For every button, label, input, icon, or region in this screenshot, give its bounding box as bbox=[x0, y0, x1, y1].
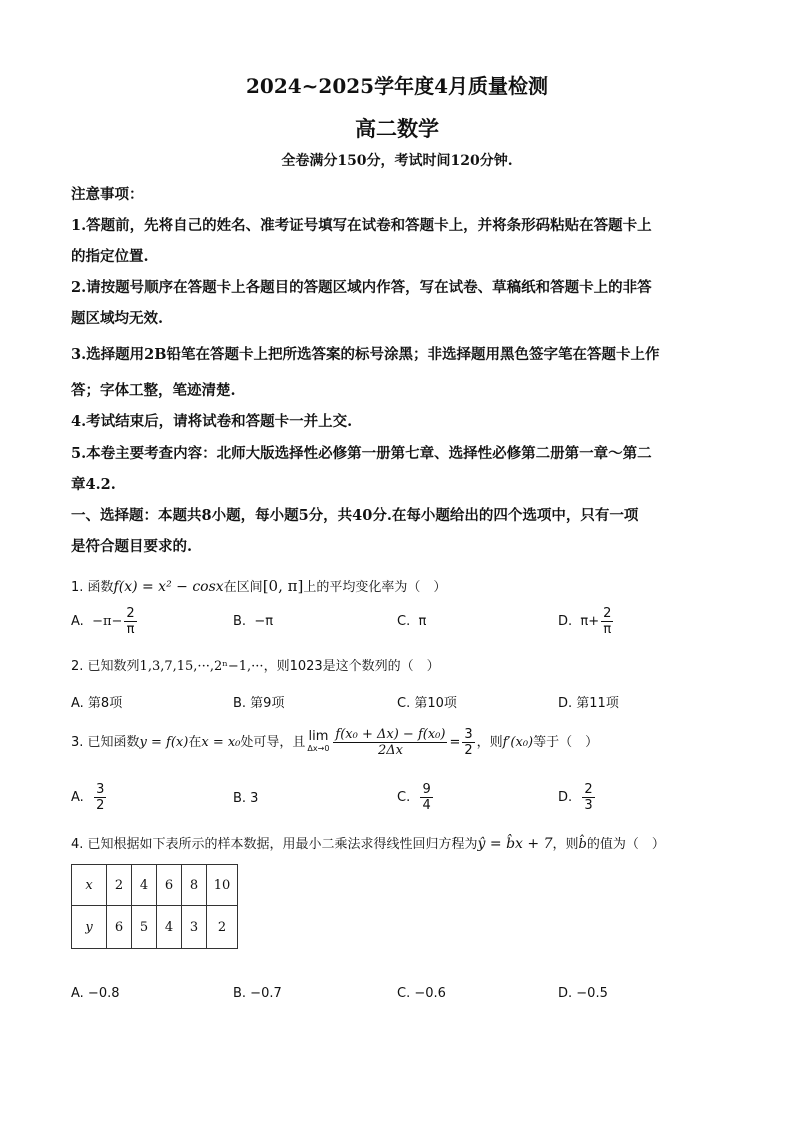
q4-regression-equation: ŷ = b̂x + 7 bbox=[477, 836, 553, 852]
q3-limit-fraction: $\frac{\text{f(x₀ + Δx) − f(x₀)}}{2\Delta x}$ bbox=[335, 727, 446, 758]
question-1-stem bbox=[71, 576, 446, 595]
q3-point: x = x₀ bbox=[201, 735, 241, 750]
q3-function: y = f(x) bbox=[139, 735, 189, 750]
notes-heading: 注意事项： bbox=[71, 186, 144, 203]
q1-stem-pre: 1. 函数 bbox=[71, 580, 114, 595]
q3-option-a: A. $\frac{3}{2}$ bbox=[71, 782, 105, 813]
table-cell: 8 bbox=[182, 865, 207, 906]
table-head-y: y bbox=[72, 906, 107, 949]
question-3-stem: 3. 已知函数y = f(x)在x = x₀处可导，且 lim Δx→0 $\frac{\text{f(x₀ + Δx) − f(x₀)}}{2\Delta x}$ = $\frac{3}{2}$ ，则f′(x₀)等于（ ） bbox=[71, 727, 599, 758]
table-cell: 6 bbox=[157, 865, 182, 906]
q1-option-c: C. π bbox=[397, 614, 427, 629]
q1-d-fraction: $\frac{2}{\pi}$ bbox=[603, 606, 612, 637]
note-3-line-2: 答；字体工整，笔迹清楚. bbox=[71, 382, 236, 399]
note-2-line-1: 2.请按题号顺序在答题卡上各题目的答题区域内作答，写在试卷、草稿纸和答题卡上的非答 bbox=[71, 279, 652, 296]
q2-option-a: A. 第8项 bbox=[71, 696, 123, 711]
table-cell: 4 bbox=[132, 865, 157, 906]
q1-a-fraction: $\frac{2}{\pi}$ bbox=[126, 606, 135, 637]
q1-interval: [0, π] bbox=[262, 577, 304, 595]
q3-option-d: D. $\frac{2}{3}$ bbox=[558, 782, 593, 813]
table-cell: 6 bbox=[107, 906, 132, 949]
q1-option-b: B. −π bbox=[233, 614, 274, 629]
q1-option-d: D. π+ $\frac{2}{\pi}$ bbox=[558, 606, 612, 637]
q4-sample-table bbox=[71, 864, 238, 949]
table-cell: 4 bbox=[157, 906, 182, 949]
q2-option-c: C. 第10项 bbox=[397, 696, 457, 711]
note-3-line-1: 3.选择题用2B铅笔在答题卡上把所选答案的标号涂黑；非选择题用黑色签字笔在答题卡上作 bbox=[71, 346, 660, 363]
exam-title: 2024~2025学年度4月质量检测 bbox=[245, 74, 548, 98]
question-4-stem: 4. 已知根据如下表所示的样本数据，用最小二乘法求得线性回归方程为ŷ = b̂x + 7，则b̂的值为（ ） bbox=[71, 836, 665, 852]
note-1-line-1: 1.答题前，先将自己的姓名、准考证号填写在试卷和答题卡上，并将条形码粘贴在答题卡上 bbox=[71, 217, 652, 234]
q1-stem-mid: 在区间 bbox=[223, 580, 263, 595]
table-cell: 5 bbox=[132, 906, 157, 949]
note-5-line-2: 章4.2. bbox=[71, 476, 116, 493]
q2-option-d: D. 第11项 bbox=[558, 696, 619, 711]
question-2-stem: 2. 已知数列1,3,7,15,···,2ⁿ−1,···，则1023是这个数列的（ ） bbox=[71, 659, 440, 674]
q1-stem-post: 上的平均变化率为（ ） bbox=[303, 580, 447, 595]
note-1-line-2: 的指定位置. bbox=[71, 248, 149, 265]
q3-option-c: C. $\frac{9}{4}$ bbox=[397, 782, 431, 813]
q3-option-b: B. 3 bbox=[233, 791, 259, 806]
subject-title: 高二数学 bbox=[355, 116, 439, 141]
table-cell: 2 bbox=[207, 906, 238, 949]
table-row-x bbox=[72, 865, 238, 906]
note-5-line-1: 5.本卷主要考查内容：北师大版选择性必修第一册第七章、选择性必修第二册第一章～第二 bbox=[71, 445, 652, 462]
table-head-x: x bbox=[72, 865, 107, 906]
table-cell: 2 bbox=[107, 865, 132, 906]
table-row-y bbox=[72, 906, 238, 949]
q2-option-b: B. 第9项 bbox=[233, 696, 285, 711]
q1-option-a: A. −π− $\frac{2}{\pi}$ bbox=[71, 606, 135, 637]
section-heading-line-2: 是符合题目要求的. bbox=[71, 538, 193, 555]
q4-bhat: b̂ bbox=[578, 837, 587, 852]
q2-sequence: 1,3,7,15,···,2ⁿ−1,··· bbox=[139, 659, 264, 674]
table-cell: 3 bbox=[182, 906, 207, 949]
q4-option-c: C. −0.6 bbox=[397, 986, 446, 1001]
note-4: 4.考试结束后，请将试卷和答题卡一并上交. bbox=[71, 413, 353, 430]
q4-option-d: D. −0.5 bbox=[558, 986, 608, 1001]
section-heading-line-1: 一、选择题：本题共8小题，每小题5分，共40分.在每小题给出的四个选项中，只有一项 bbox=[71, 507, 639, 524]
note-2-line-2: 题区域均无效. bbox=[71, 310, 164, 327]
q3-derivative: f′(x₀) bbox=[502, 735, 534, 750]
q1-function: f(x) = x² − cosx bbox=[113, 579, 224, 595]
q3-limit: lim Δx→0 bbox=[307, 728, 330, 753]
exam-info: 全卷满分150分，考试时间120分钟. bbox=[281, 153, 513, 169]
q4-option-a: A. −0.8 bbox=[71, 986, 120, 1001]
q4-option-b: B. −0.7 bbox=[233, 986, 282, 1001]
q3-rhs-fraction: $\frac{3}{2}$ bbox=[464, 727, 473, 758]
table-cell: 10 bbox=[207, 865, 238, 906]
